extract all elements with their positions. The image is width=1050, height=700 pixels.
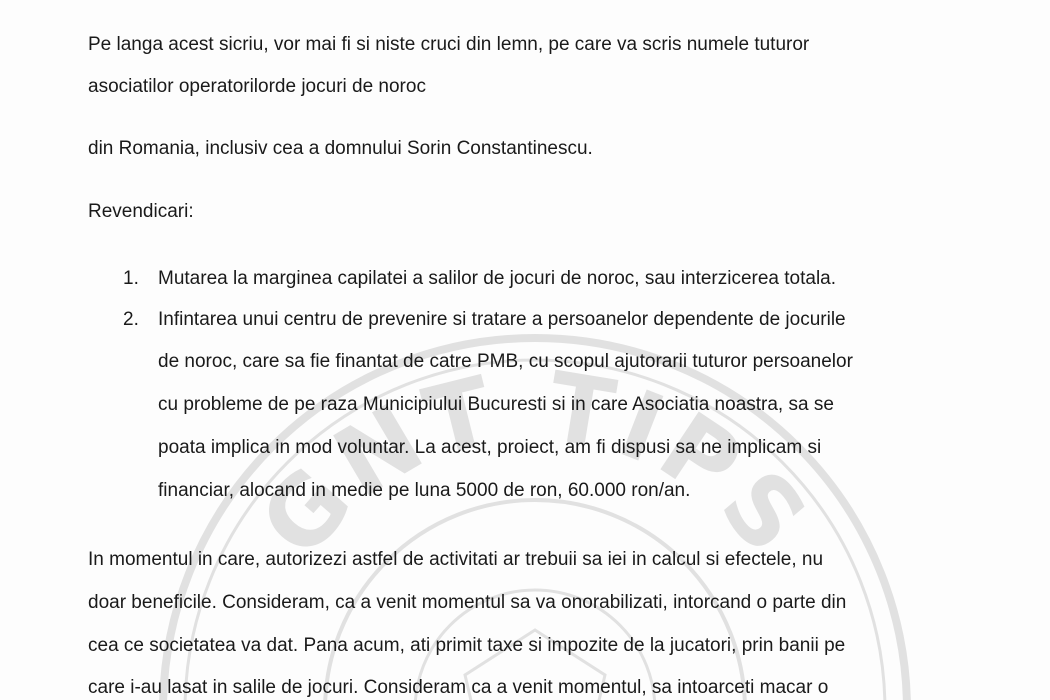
svg-text:GNT TIPS (240, 352, 831, 578)
list-item-2-line-2: de noroc, care sa fie finantat de catre PMB, cu scopul ajutorarii tuturor persoanelor (158, 351, 853, 372)
list-item-1-line-1: Mutarea la marginea capilatei a salilor de jocuri de noroc, sau interzicerea totala. (158, 268, 837, 289)
intro-line-1: Pe langa acest sicriu, vor mai fi si niste cruci din lemn, pe care va scris numele tuturor (88, 34, 810, 55)
claims-heading: Revendicari: (88, 201, 194, 222)
watermark-text: GNT TIPS (239, 352, 831, 579)
list-item-2-number: 2. (123, 309, 139, 330)
intro-line-3: din Romania, inclusiv cea a domnului Sorin Constantinescu. (88, 138, 593, 159)
list-item-1-number: 1. (123, 268, 139, 289)
closing-line-1: In momentul in care, autorizezi astfel de activitati ar trebuii sa iei in calcul si efectele, nu (88, 549, 824, 570)
intro-line-2: asociatilor operatorilorde jocuri de noroc (88, 76, 426, 97)
list-item-2-line-5: financiar, alocand in medie pe luna 5000 de ron, 60.000 ron/an. (158, 480, 691, 501)
closing-line-3: cea ce societatea va dat. Pana acum, ati primit taxe si impozite de la jucatori, prin banii pe (88, 635, 846, 656)
list-item-2-line-4: poata implica in mod voluntar. La acest, proiect, am fi dispusi sa ne implicam si (158, 437, 822, 458)
list-item-2-line-3: cu probleme de pe raza Municipiului Bucuresti si in care Asociatia noastra, sa se (158, 394, 834, 415)
closing-line-4: care i-au lasat in salile de jocuri. Consideram ca a venit momentul, sa intoarceti macar o (88, 677, 829, 698)
list-item-2-line-1: Infintarea unui centru de prevenire si tratare a persoanelor dependente de jocurile (158, 309, 846, 330)
closing-line-2: doar beneficile. Consideram, ca a venit momentul sa va onorabilizati, intorcand o parte din (88, 592, 847, 613)
